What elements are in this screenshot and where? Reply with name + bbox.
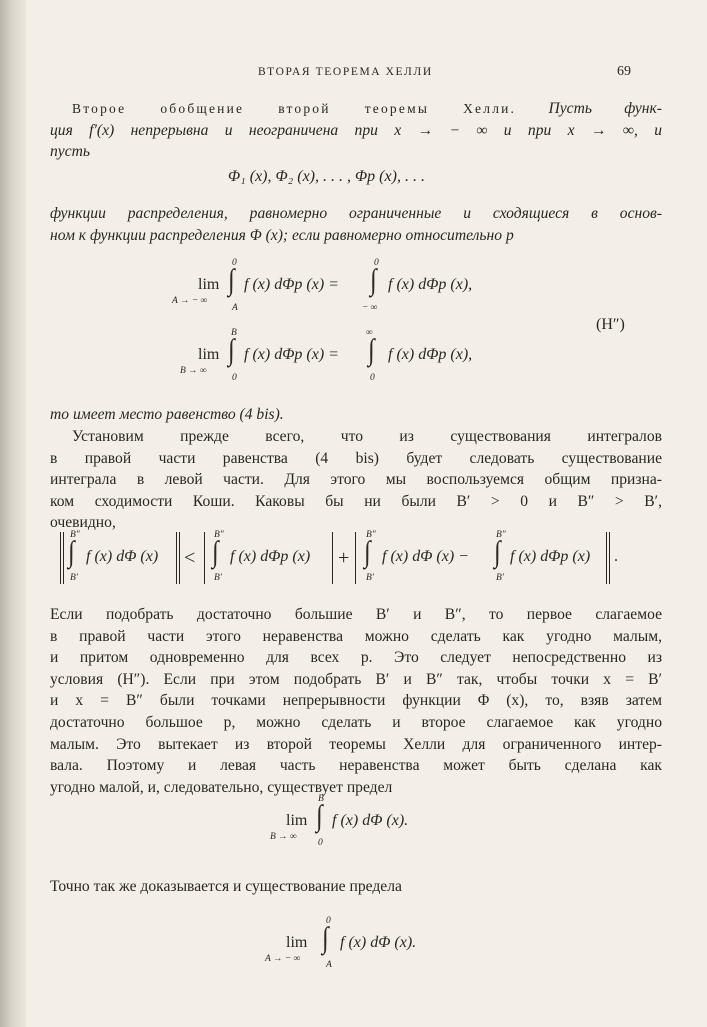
paragraph-line: ция f′(x) непрерывна и неограничена при x → − ∞ и при x → ∞, и — [50, 121, 662, 139]
integral-lower-limit: 0 — [370, 373, 375, 383]
lim-operator: lim — [286, 934, 308, 951]
paragraph-line: то имеет место равенство (4 bis). — [50, 406, 284, 423]
integral-lower-limit: − ∞ — [362, 303, 378, 313]
section-heading: Второе обобщение второй теоремы Хелли. — [72, 101, 517, 116]
integral-lower-limit: 0 — [318, 838, 323, 848]
period: . — [614, 548, 618, 565]
plus-sign: + — [338, 547, 350, 569]
page-number: 69 — [617, 64, 631, 79]
equation-tag: (H″) — [596, 316, 625, 333]
integrand: f (x) dΦp (x) = — [244, 346, 339, 363]
abs-bar — [606, 532, 607, 584]
paragraph-line: в правой части этого неравенства можно сделать как угодно малым, — [50, 627, 662, 645]
integral-upper-limit: B — [318, 794, 324, 804]
paragraph-line: и x = B″ были точками непрерывности функции Φ (x), то, взяв затем — [50, 692, 662, 710]
integral-sign: ∫ — [322, 922, 329, 956]
paragraph-line: пусть — [50, 143, 90, 161]
integral-sign: ∫ — [212, 536, 219, 570]
integral-lower-limit: A — [232, 303, 238, 313]
integral-sign: ∫ — [316, 800, 323, 834]
paragraph-definition — [50, 203, 662, 246]
integral-sign: ∫ — [494, 536, 501, 570]
integral-upper-limit: B — [231, 328, 237, 338]
abs-bar — [60, 532, 61, 584]
integral-sign: ∫ — [370, 264, 377, 298]
paragraph-similar — [50, 876, 662, 898]
lim-operator: lim — [198, 346, 220, 363]
paragraph-line — [50, 98, 662, 120]
integrand: f (x) dΦ (x) — [86, 548, 159, 565]
abs-bar — [355, 532, 356, 584]
paragraph-line: функции распределения, равномерно ограниченные и сходящиеся в основ- — [50, 205, 662, 222]
integral-upper-limit: ∞ — [366, 328, 373, 338]
integrand: f (x) dΦp (x), — [388, 276, 473, 293]
integral-lower-limit: B′ — [214, 573, 222, 583]
paragraph-line: малым. Это вытекает из второй теоремы Хелли для ограниченного интер- — [50, 735, 662, 753]
integral-lower-limit: 0 — [232, 373, 237, 383]
abs-bar — [179, 532, 180, 584]
integral-lower-limit: B′ — [366, 573, 374, 583]
integral-upper-limit: B″ — [366, 530, 376, 540]
integral-upper-limit: B″ — [70, 530, 80, 540]
paragraph-line: и притом одновременно для всех p. Это следует непосредственно из — [50, 649, 662, 667]
paragraph-intro — [50, 98, 662, 163]
paragraph-proof-body — [50, 604, 662, 798]
integral-upper-limit: 0 — [326, 916, 331, 926]
integral-lower-limit: B′ — [496, 573, 504, 583]
integrand: f (x) dΦp (x) — [230, 548, 311, 565]
integrand: f (x) dΦ (x). — [340, 934, 417, 951]
paragraph-line: Если подобрать достаточно большие B′ и B″, то первое слагаемое — [50, 606, 662, 623]
paragraph-proof-start — [50, 426, 662, 534]
integrand: f (x) dΦ (x) − — [382, 548, 469, 565]
paragraph-line: Точно так же доказывается и существование предела — [50, 878, 402, 895]
lim-subscript: B → ∞ — [180, 366, 207, 376]
integrand: f (x) dΦ (x). — [332, 812, 409, 829]
paragraph-line: очевидно, — [50, 514, 116, 532]
integral-upper-limit: B″ — [496, 530, 506, 540]
running-header: ВТОРАЯ ТЕОРЕМА ХЕЛЛИ — [258, 66, 433, 78]
integral-upper-limit: B″ — [214, 530, 224, 540]
paragraph-line: вала. Поэтому и левая часть неравенства может быть сделана как — [50, 757, 662, 775]
function-sequence: Φ₁ (x), Φ₂ (x), . . . , Φp (x), . . . — [228, 168, 425, 185]
abs-bar — [332, 532, 333, 584]
integral-lower-limit: A — [326, 960, 332, 970]
abs-bar — [609, 532, 610, 584]
lim-subscript: A → − ∞ — [265, 954, 301, 964]
integral-sign: ∫ — [228, 264, 235, 298]
paragraph-line: условия (H″). Если при этом подобрать B′ и B″ так, чтобы точки x = B′ — [50, 670, 662, 688]
less-than-sign: < — [184, 547, 196, 569]
abs-bar — [176, 532, 177, 584]
integrand: f (x) dΦp (x) = — [244, 276, 339, 293]
integral-sign: ∫ — [68, 536, 75, 570]
integrand: f (x) dΦp (x), — [388, 346, 473, 363]
lim-operator: lim — [286, 812, 308, 829]
integral-upper-limit: 0 — [374, 258, 379, 268]
paragraph-text: Пусть функ- — [548, 100, 662, 117]
paragraph-line: в правой части равенства (4 bis) будет следовать существование — [50, 449, 662, 467]
lim-operator: lim — [198, 276, 220, 293]
integral-sign: ∫ — [364, 536, 371, 570]
abs-bar — [204, 532, 205, 584]
paragraph-line: ном к функции распределения Φ (x); если равномерно относительно p — [50, 226, 514, 244]
integrand: f (x) dΦp (x) — [510, 548, 591, 565]
paragraph-line: достаточно большое p, можно сделать и второе слагаемое как угодно — [50, 713, 662, 731]
lim-subscript: A → − ∞ — [172, 296, 208, 306]
integral-sign: ∫ — [368, 334, 375, 368]
integral-lower-limit: B′ — [70, 573, 78, 583]
abs-bar — [63, 532, 64, 584]
paragraph-line: ком сходимости Коши. Каковы бы ни были B′ > 0 и B″ > B′, — [50, 492, 662, 510]
paragraph-line: угодно малой, и, следовательно, существует предел — [50, 778, 393, 796]
lim-subscript: B → ∞ — [270, 832, 297, 842]
paragraph-conclusion — [50, 404, 662, 426]
integral-upper-limit: 0 — [232, 258, 237, 268]
paragraph-line: интеграла в левой части. Для этого мы воспользуемся общим призна- — [50, 471, 662, 489]
integral-sign: ∫ — [228, 334, 235, 368]
paragraph-line: Установим прежде всего, что из существования интегралов — [72, 428, 662, 445]
